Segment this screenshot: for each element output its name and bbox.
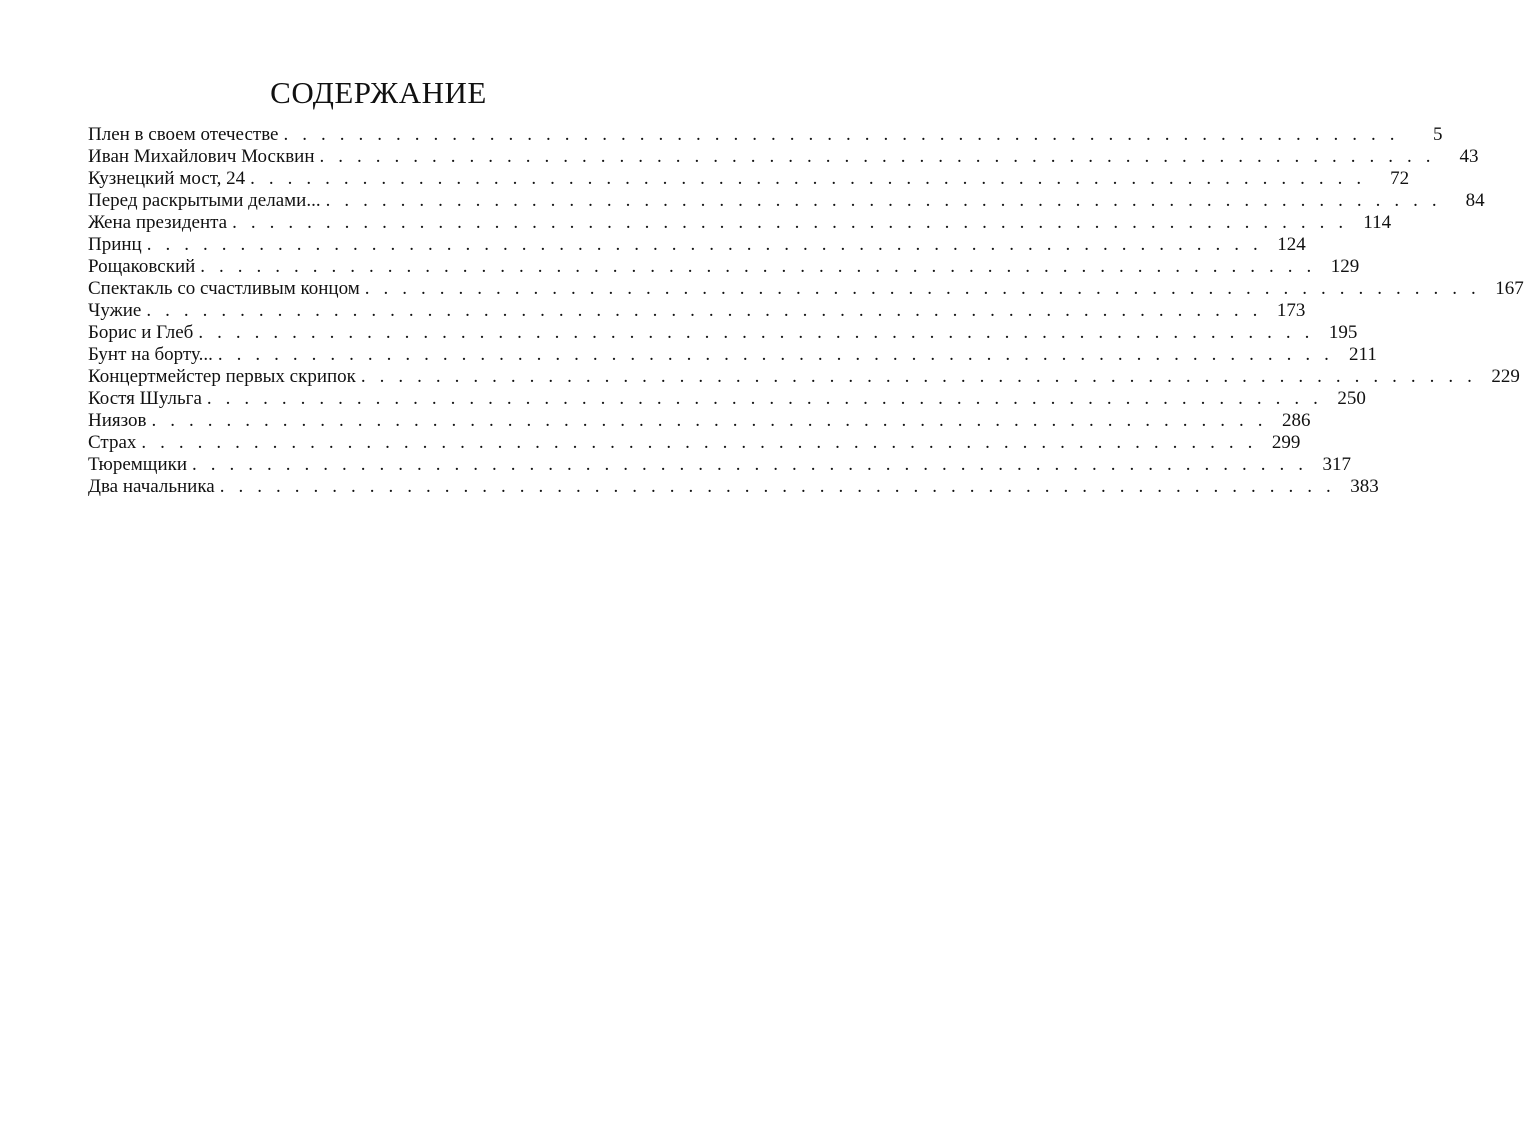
toc-entry-title: Рощаковский <box>88 256 196 277</box>
toc-entry <box>88 454 1352 476</box>
toc-entry <box>88 190 1485 212</box>
toc-entry <box>88 278 1524 300</box>
toc-entry-page: 317 <box>1322 454 1352 475</box>
toc-entry-page: 167 <box>1495 278 1524 299</box>
toc-entry-page: 195 <box>1328 322 1358 343</box>
toc-entry <box>88 256 1360 278</box>
toc-entry-title: Тюремщики <box>88 454 188 475</box>
toc-entry <box>88 212 1392 234</box>
toc-entry-page: 211 <box>1349 344 1377 365</box>
toc-entry-page: 114 <box>1363 212 1392 233</box>
toc-entry <box>88 322 1358 344</box>
toc-entry-page: 84 <box>1465 190 1485 211</box>
toc-entry-title: Чужие <box>88 300 142 321</box>
dot-leader: ............................................................ <box>325 190 1451 211</box>
dot-leader: ............................................................ <box>200 256 1326 277</box>
toc-entry-title: Два начальника <box>88 476 215 497</box>
dot-leader: ............................................................ <box>250 168 1376 189</box>
toc-entry-title: Спектакль со счастливым концом <box>88 278 360 299</box>
toc-entry-page: 43 <box>1459 146 1479 167</box>
toc-entry-page: 250 <box>1337 388 1366 409</box>
toc-entry <box>88 234 1306 256</box>
toc-entry-title: Ниязов <box>88 410 147 431</box>
table-of-contents <box>88 124 1524 498</box>
page-title: СОДЕРЖАНИЕ <box>270 74 487 110</box>
toc-entry <box>88 168 1410 190</box>
toc-entry-title: Плен в своем отечестве <box>88 124 279 145</box>
toc-entry-title: Концертмейстер первых скрипок <box>88 366 356 387</box>
toc-entry-title: Кузнецкий мост, 24 <box>88 168 246 189</box>
toc-entry-title: Перед раскрытыми делами... <box>88 190 321 211</box>
dot-leader: ............................................................ <box>198 322 1324 343</box>
toc-entry-title: Жена президента <box>88 212 228 233</box>
dot-leader: ............................................................ <box>141 432 1267 453</box>
toc-entry-page: 286 <box>1282 410 1311 431</box>
dot-leader: ............................................................ <box>146 300 1272 321</box>
toc-entry-page: 173 <box>1276 300 1306 321</box>
toc-entry <box>88 476 1379 498</box>
dot-leader: ............................................................ <box>232 212 1358 233</box>
dot-leader: ............................................................ <box>151 410 1277 431</box>
toc-entry-title: Бунт на борту... <box>88 344 213 365</box>
toc-entry <box>88 344 1377 366</box>
toc-entry-page: 72 <box>1390 168 1410 189</box>
dot-leader: ............................................................ <box>219 476 1345 497</box>
toc-entry <box>88 146 1479 168</box>
dot-leader: ............................................................ <box>360 366 1486 387</box>
dot-leader: ............................................................ <box>283 124 1409 145</box>
toc-entry <box>88 300 1306 322</box>
toc-entry <box>88 410 1311 432</box>
toc-entry-page: 229 <box>1491 366 1520 387</box>
dot-leader: ............................................................ <box>206 388 1332 409</box>
toc-entry-page: 5 <box>1433 124 1443 145</box>
toc-entry-page: 124 <box>1277 234 1306 255</box>
toc-entry <box>88 388 1366 410</box>
toc-entry-title: Принц <box>88 234 142 255</box>
toc-entry-title: Страх <box>88 432 137 453</box>
toc-entry-page: 129 <box>1330 256 1360 277</box>
dot-leader: ............................................................ <box>192 454 1318 475</box>
toc-entry-title: Борис и Глеб <box>88 322 194 343</box>
toc-entry-page: 299 <box>1271 432 1301 453</box>
toc-entry <box>88 432 1301 454</box>
toc-entry-page: 383 <box>1350 476 1379 497</box>
toc-entry-title: Иван Михайлович Москвин <box>88 146 315 167</box>
toc-entry-title: Костя Шульга <box>88 388 202 409</box>
dot-leader: ............................................................ <box>364 278 1490 299</box>
toc-entry <box>88 366 1520 388</box>
dot-leader: ............................................................ <box>146 234 1272 255</box>
dot-leader: ............................................................ <box>217 344 1343 365</box>
dot-leader: ............................................................ <box>319 146 1445 167</box>
toc-entry <box>88 124 1443 146</box>
